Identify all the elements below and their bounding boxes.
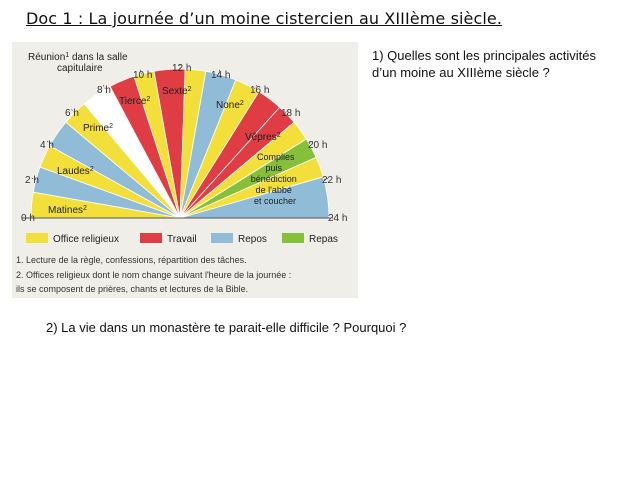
label-laudes: Laudes$^2$	[57, 166, 94, 177]
label-reunion: Réunion$^1$ dans la salle	[28, 52, 128, 63]
label-tierce: Tierce$^2$	[119, 96, 151, 107]
hour-label: 4 h	[40, 140, 54, 151]
label-complies: Complies puis bénédiction de l'abbé et coucher	[250, 152, 297, 206]
hour-label: 24 h	[328, 213, 348, 224]
hour-label: 16 h	[250, 85, 270, 96]
hour-label: 2 h	[25, 175, 39, 186]
legend-label-office: Office religieux	[53, 234, 119, 245]
legend-swatch-repos	[211, 233, 233, 243]
footnote-3: ils se composent de prières, chants et lectures de la Bible.	[16, 284, 249, 294]
question-2: 2) La vie dans un monastère te parait-elle difficile ? Pourquoi ?	[46, 320, 407, 335]
label-capitulaire: capitulaire	[57, 63, 103, 74]
hour-label: 22 h	[322, 175, 342, 186]
label-matines: Matines$^2$	[48, 205, 87, 216]
legend-label-repas: Repas	[309, 234, 338, 245]
label-vepres: Vêpres$^2$	[245, 132, 281, 143]
label-sexte: Sexte$^2$	[162, 86, 192, 97]
hour-label: 18 h	[281, 108, 301, 119]
hour-label: 12 h	[172, 63, 192, 74]
hour-label: 6 h	[65, 108, 79, 119]
daily-schedule-chart	[12, 42, 358, 298]
hour-label: 20 h	[308, 140, 328, 151]
label-prime: Prime$^2$	[83, 123, 114, 134]
label-none: None$^2$	[216, 100, 244, 111]
footnote-1: 1. Lecture de la règle, confessions, répartition des tâches.	[16, 255, 247, 265]
hour-label: 14 h	[211, 70, 231, 81]
footnotes	[16, 255, 291, 294]
hour-label: 10 h	[133, 70, 153, 81]
legend-label-repos: Repos	[238, 234, 267, 245]
legend-swatch-travail	[140, 233, 162, 243]
document-title: Doc 1 : La journée d’un moine cistercien au XIIIème siècle.	[26, 9, 503, 28]
textbook-diagram	[12, 42, 358, 298]
legend-label-travail: Travail	[167, 234, 197, 245]
legend	[26, 233, 338, 245]
question-1: 1) Quelles sont les principales activités d’un moine au XIIIème siècle ?	[372, 48, 596, 80]
legend-swatch-repas	[282, 233, 304, 243]
hour-label: 8 h	[97, 85, 111, 96]
hour-label: 0 h	[21, 213, 35, 224]
footnote-2: 2. Offices religieux dont le nom change suivant l'heure de la journée :	[16, 270, 292, 280]
legend-swatch-office	[26, 233, 48, 243]
